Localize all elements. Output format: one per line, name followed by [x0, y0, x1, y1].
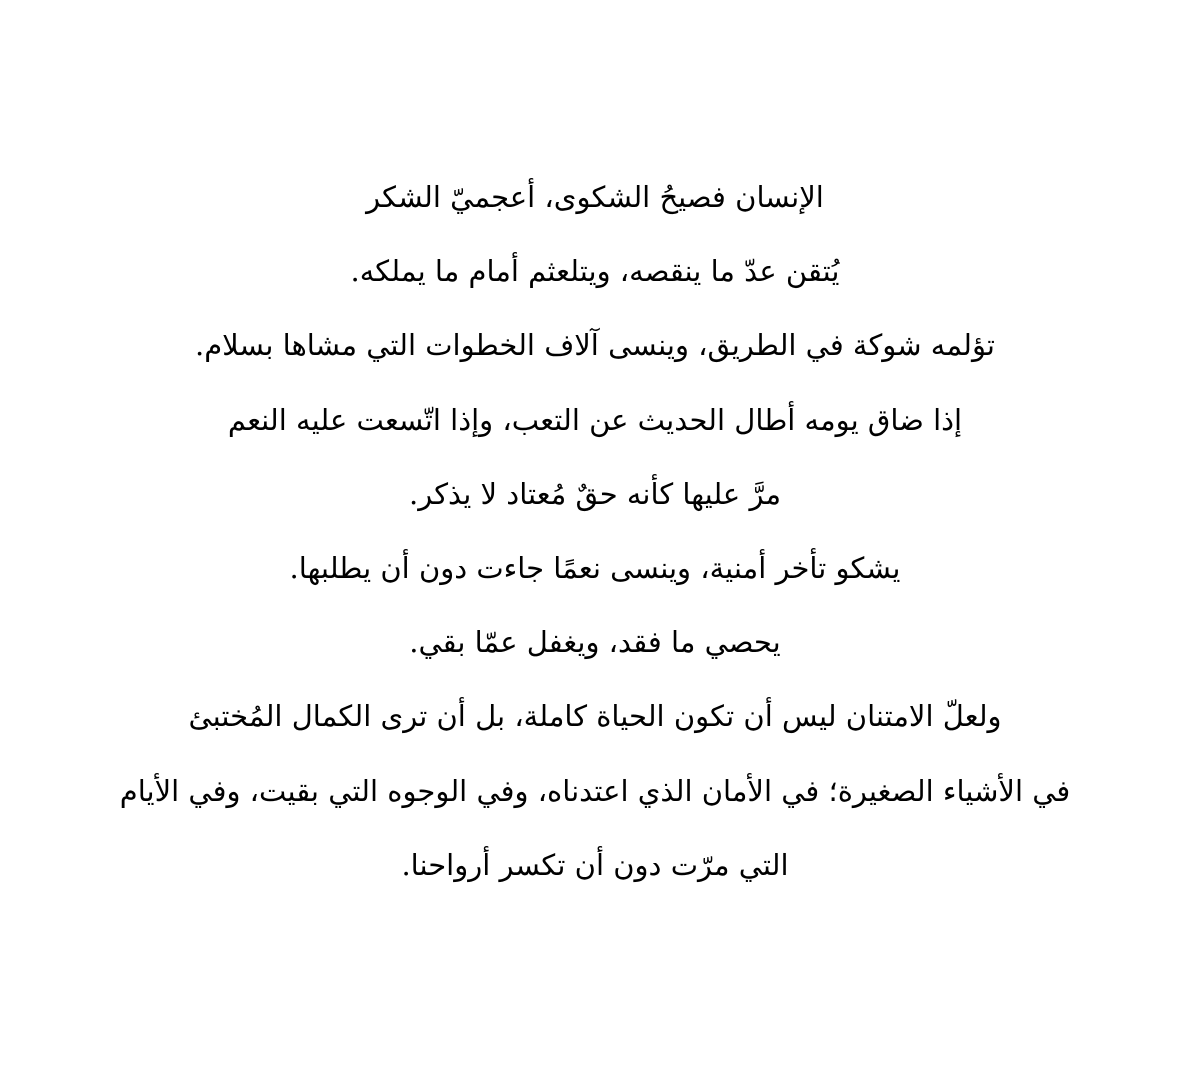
poem-line-10: التي مرّت دون أن تكسر أرواحنا. [401, 847, 789, 882]
poem-line-7: يحصي ما فقد، ويغفل عمّا بقي. [409, 625, 781, 660]
poem-line-9: في الأشياء الصغيرة؛ في الأمان الذي اعتدناه، وفي الوجوه التي بقيت، وفي الأيام [119, 773, 1071, 808]
poem-text [0, 160, 1190, 902]
poem-line-4: إذا ضاق يومه أطال الحديث عن التعب، وإذا اتّسعت عليه النعم [227, 402, 963, 437]
poem-line-6: يشكو تأخر أمنية، وينسى نعمًا جاءت دون أن يطلبها. [289, 550, 901, 585]
poem-line-2: يُتقن عدّ ما ينقصه، ويتلعثم أمام ما يملكه. [350, 254, 840, 289]
poem-line-1: الإنسان فصيحُ الشكوى، أعجميّ الشكر [366, 180, 824, 214]
poem-line-3: تؤلمه شوكة في الطريق، وينسى آلاف الخطوات التي مشاها بسلام. [194, 328, 995, 363]
poem-line-5: مرَّ عليها كأنه حقٌ مُعتاد لا يذكر. [409, 476, 781, 511]
poem-line-8: ولعلّ الامتنان ليس أن تكون الحياة كاملة، بل أن ترى الكمال المُختبئ [188, 699, 1002, 734]
